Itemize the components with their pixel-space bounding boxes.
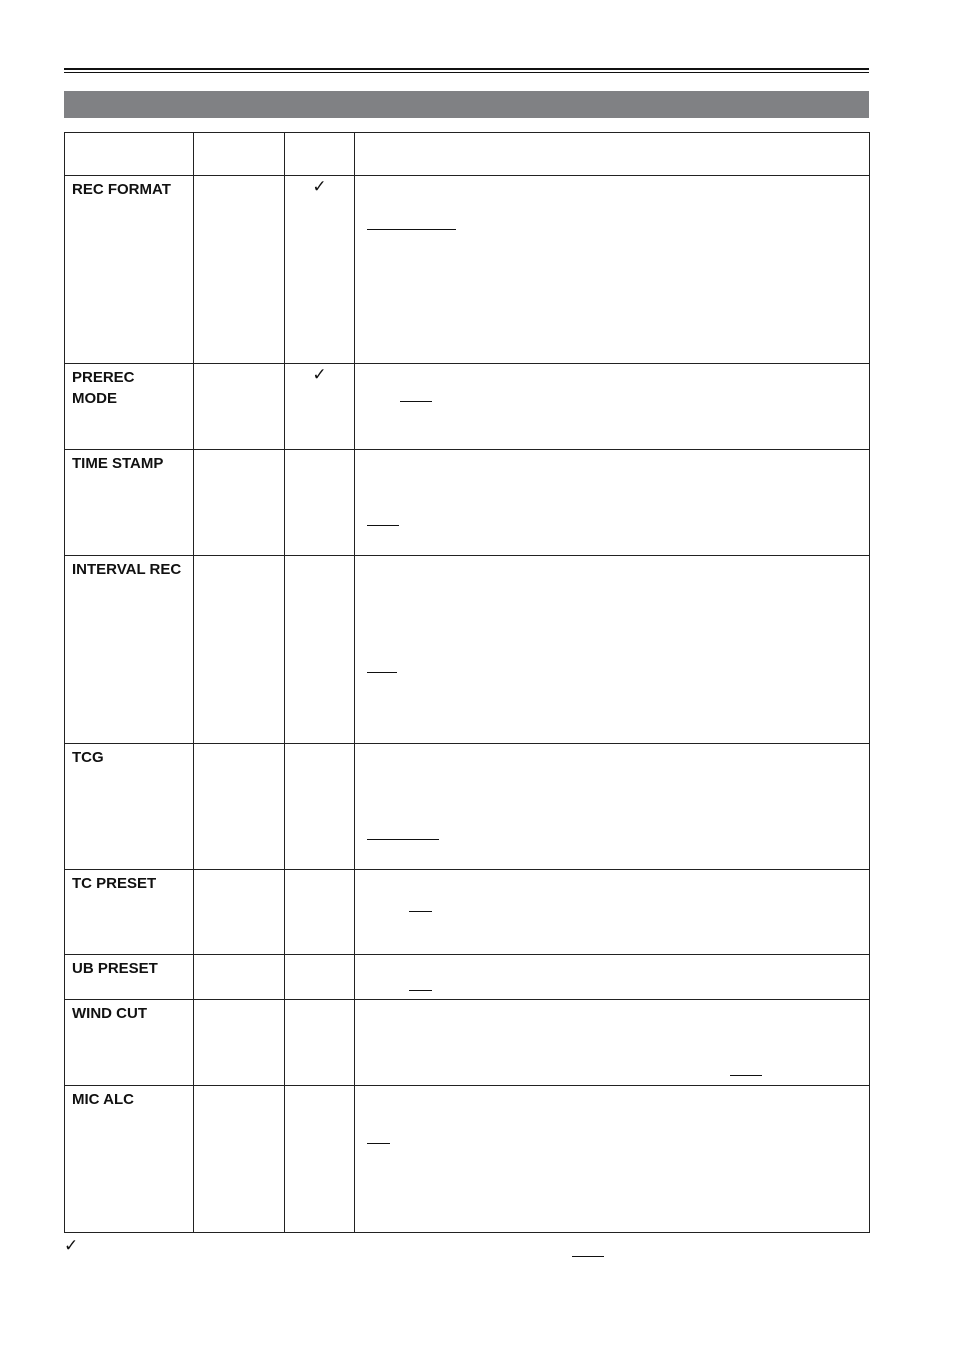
table-header-row <box>65 133 870 176</box>
table-row <box>65 556 870 744</box>
item-label-tc-preset: TC PRESET <box>72 875 157 892</box>
header-cell-mode <box>194 133 285 176</box>
footnote-underline <box>572 1256 604 1257</box>
default-underline <box>409 990 432 991</box>
header-cell-check <box>285 133 355 176</box>
item-label-interval-rec: INTERVAL REC <box>72 561 182 578</box>
header-cell-description <box>355 133 870 176</box>
table-row <box>65 176 870 364</box>
default-underline <box>400 401 432 402</box>
footnote-check-icon: ✓ <box>64 1236 79 1256</box>
item-label-tcg: TCG <box>72 749 104 766</box>
table-row <box>65 955 870 1000</box>
default-underline <box>367 839 439 840</box>
menu-settings-table <box>64 132 870 1233</box>
table-row <box>65 744 870 870</box>
section-title-bar <box>64 91 869 118</box>
table-row <box>65 364 870 450</box>
item-label-prerec-mode: PREREC MODE <box>72 369 135 407</box>
table-row <box>65 1000 870 1086</box>
header-rule <box>64 68 869 70</box>
default-underline <box>367 1143 390 1144</box>
item-label-wind-cut: WIND CUT <box>72 1005 147 1022</box>
item-label-rec-format: REC FORMAT <box>72 181 171 198</box>
table-row <box>65 1086 870 1233</box>
default-underline <box>367 672 397 673</box>
table-row <box>65 870 870 955</box>
item-label-ub-preset: UB PRESET <box>72 960 158 977</box>
item-label-mic-alc: MIC ALC <box>72 1091 134 1108</box>
item-label-time-stamp: TIME STAMP <box>72 455 164 472</box>
check-mark-icon: ✓ <box>312 365 327 385</box>
default-underline <box>367 525 399 526</box>
default-underline <box>409 911 432 912</box>
check-mark-icon: ✓ <box>312 177 327 197</box>
table-row <box>65 450 870 556</box>
default-underline <box>730 1075 762 1076</box>
header-rule-thin <box>64 72 869 73</box>
default-underline <box>367 229 456 230</box>
header-cell-item <box>65 133 194 176</box>
